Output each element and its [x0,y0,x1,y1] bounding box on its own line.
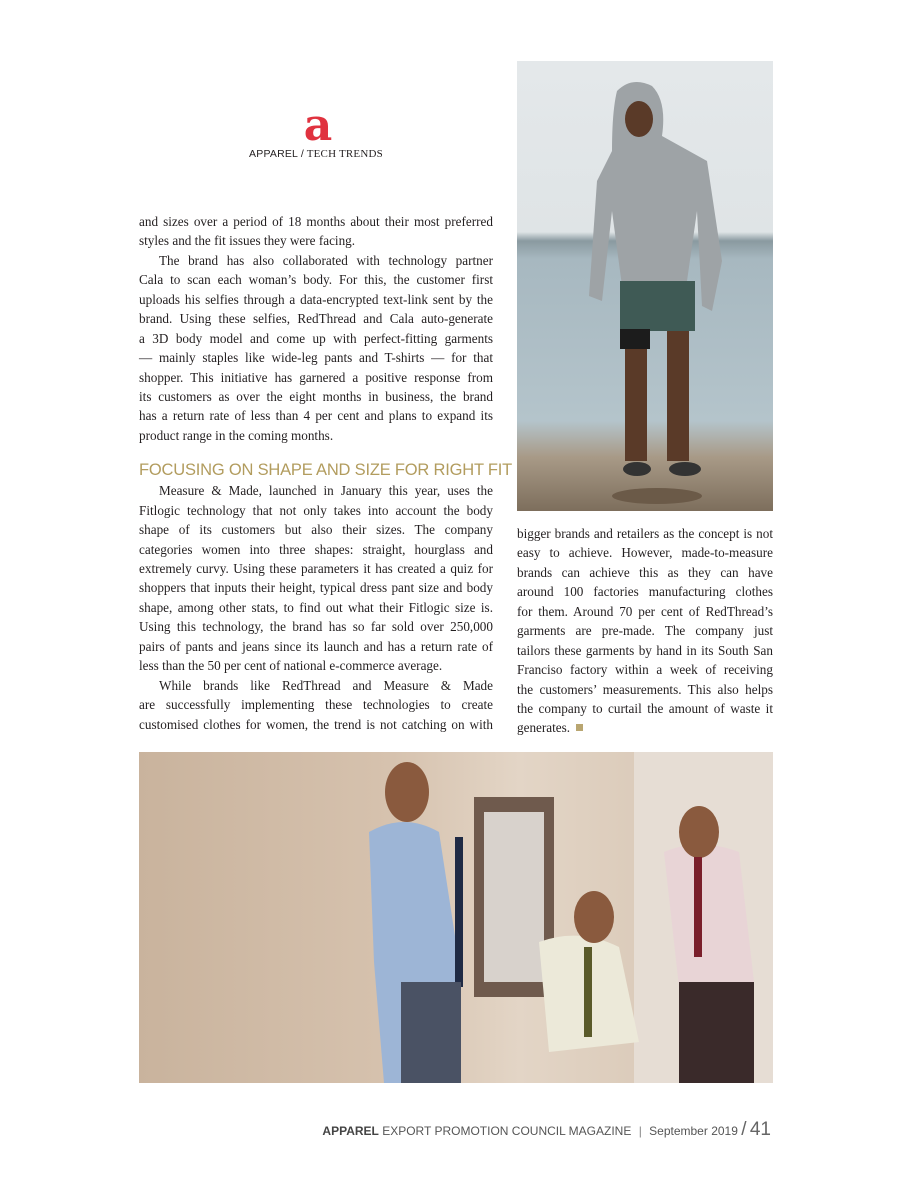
text-line [517,680,773,699]
text-line [139,520,493,539]
men-illustration [139,752,773,1083]
text-line [517,563,773,582]
footer-divider: | [638,1124,642,1138]
text-line [139,387,493,406]
text-line [139,656,493,675]
text-line [517,524,773,543]
text-line-content: pairs of pants and jeans since its launch and has a return rate of [139,638,493,654]
text-line-content: has a return rate of less than 4 per cent and plans to expand its [139,408,493,424]
text-line-content: a 3D body model and come up with perfect-fitting garments [139,330,493,346]
page-footer [322,1119,771,1141]
footer-brand: APPAREL [322,1124,379,1138]
text-line-content: shopper. This initiative has garnered a positive response from [139,369,493,385]
text-line [517,699,773,718]
text-line [139,270,493,289]
text-line-content: Using this technology, the brand has so far sold over 250,000 [139,619,493,635]
text-line-content: brands can achieve this as they can have [517,564,773,580]
right-column [517,524,773,738]
text-line-content: its customers as over the eight months in business, the brand [139,388,493,404]
text-line-content: Measure & Made, launched in January this year, uses the [159,483,493,499]
text-line [139,231,493,250]
text-line-content: customised clothes for women, the trend is not catching on with [139,716,493,732]
text-line-content: the company to curtail the amount of waste it [517,700,773,716]
text-line [517,621,773,640]
section-label [216,148,416,160]
text-line-content: generates. [517,720,571,736]
text-line [139,617,493,636]
section-heading: FOCUSING ON SHAPE AND SIZE FOR RIGHT FIT [139,461,513,480]
text-line [139,426,493,445]
text-line-content: tailors these garments by hand in its South San [517,642,773,658]
text-line-content: categories women into three shapes: straight, hourglass and [139,541,493,557]
text-line-content: easy to achieve. However, made-to-measure [517,545,773,561]
text-line-content: are successfully implementing these technologies to create [139,697,493,713]
text-line [139,348,493,367]
text-line [139,578,493,597]
photo-man-in-hoodie [517,61,773,511]
text-line [139,212,493,231]
text-line [517,718,773,737]
end-of-article-icon [576,724,583,731]
text-line [139,598,493,617]
text-line-content: brand. Using these selfies, RedThread and Cala auto-generate [139,311,493,327]
text-line [139,715,493,734]
section-name: TECH TRENDS [306,148,383,160]
text-line-content: garments are pre-made. The company just [517,623,773,639]
text-line [517,543,773,562]
text-line-content: and sizes over a period of 18 months about their most preferred [139,214,493,229]
text-line-content: less than the 50 per cent of national e-commerce average. [139,658,443,674]
text-line-content: styles and the fit issues they were facing. [139,233,356,249]
text-line [517,602,773,621]
footer-issue: September 2019 [649,1124,738,1138]
text-line [139,501,493,520]
text-line-content: The brand has also collaborated with technology partner [159,252,493,268]
text-line-content: product range in the coming months. [139,427,334,443]
text-line-content: bigger brands and retailers as the concept is not [517,526,773,541]
page-number: 41 [749,1119,771,1140]
text-line-content: around 100 factories manufacturing clothes [517,584,773,600]
text-line [139,406,493,425]
text-line [517,660,773,679]
magazine-logo: a [303,100,333,151]
text-line-content: Cala to scan each woman’s body. For this, the customer first [139,272,493,288]
text-line [139,676,493,695]
text-line-content: the customers’ measurements. This also helps [517,681,773,697]
text-line-content: Fitlogic technology that not only takes into account the body [139,502,493,518]
text-line-content: shape of its customers but also their sizes. The company [139,522,493,538]
text-line-content: shoppers that inputs their height, typical dress pant size and body [139,580,493,596]
left-column [139,212,513,734]
text-line-content: extremely curvy. Using these parameters it has created a quiz for [139,561,493,576]
text-line-content: — mainly staples like wide-leg pants and T-shirts — for that [139,350,493,366]
text-line [139,368,493,387]
text-line-content: Franciso factory within a week of receiving [517,662,773,678]
text-line-content: uploads his selfies through a data-encrypted text-link sent by the [139,291,493,307]
text-line [139,309,493,328]
text-line-content: shape, among other stats, to find out what their Fitlogic size is. [139,599,493,615]
page-separator: / [741,1119,747,1140]
text-line [139,540,493,559]
section-prefix: APPAREL / [249,148,304,160]
text-line [139,329,493,348]
photo-three-men-in-shirts [139,752,773,1083]
hoodie-figure-illustration [517,61,773,511]
text-line [139,481,493,500]
text-line [139,559,493,578]
text-line-content: for them. Around 70 per cent of RedThread’s [517,603,773,619]
text-line [139,290,493,309]
text-line [139,251,493,270]
text-line [517,641,773,660]
footer-magazine: EXPORT PROMOTION COUNCIL MAGAZINE [382,1124,632,1138]
text-line [517,582,773,601]
text-line-content: While brands like RedThread and Measure & Made [159,677,493,693]
text-line [139,695,493,714]
text-line [139,637,493,656]
